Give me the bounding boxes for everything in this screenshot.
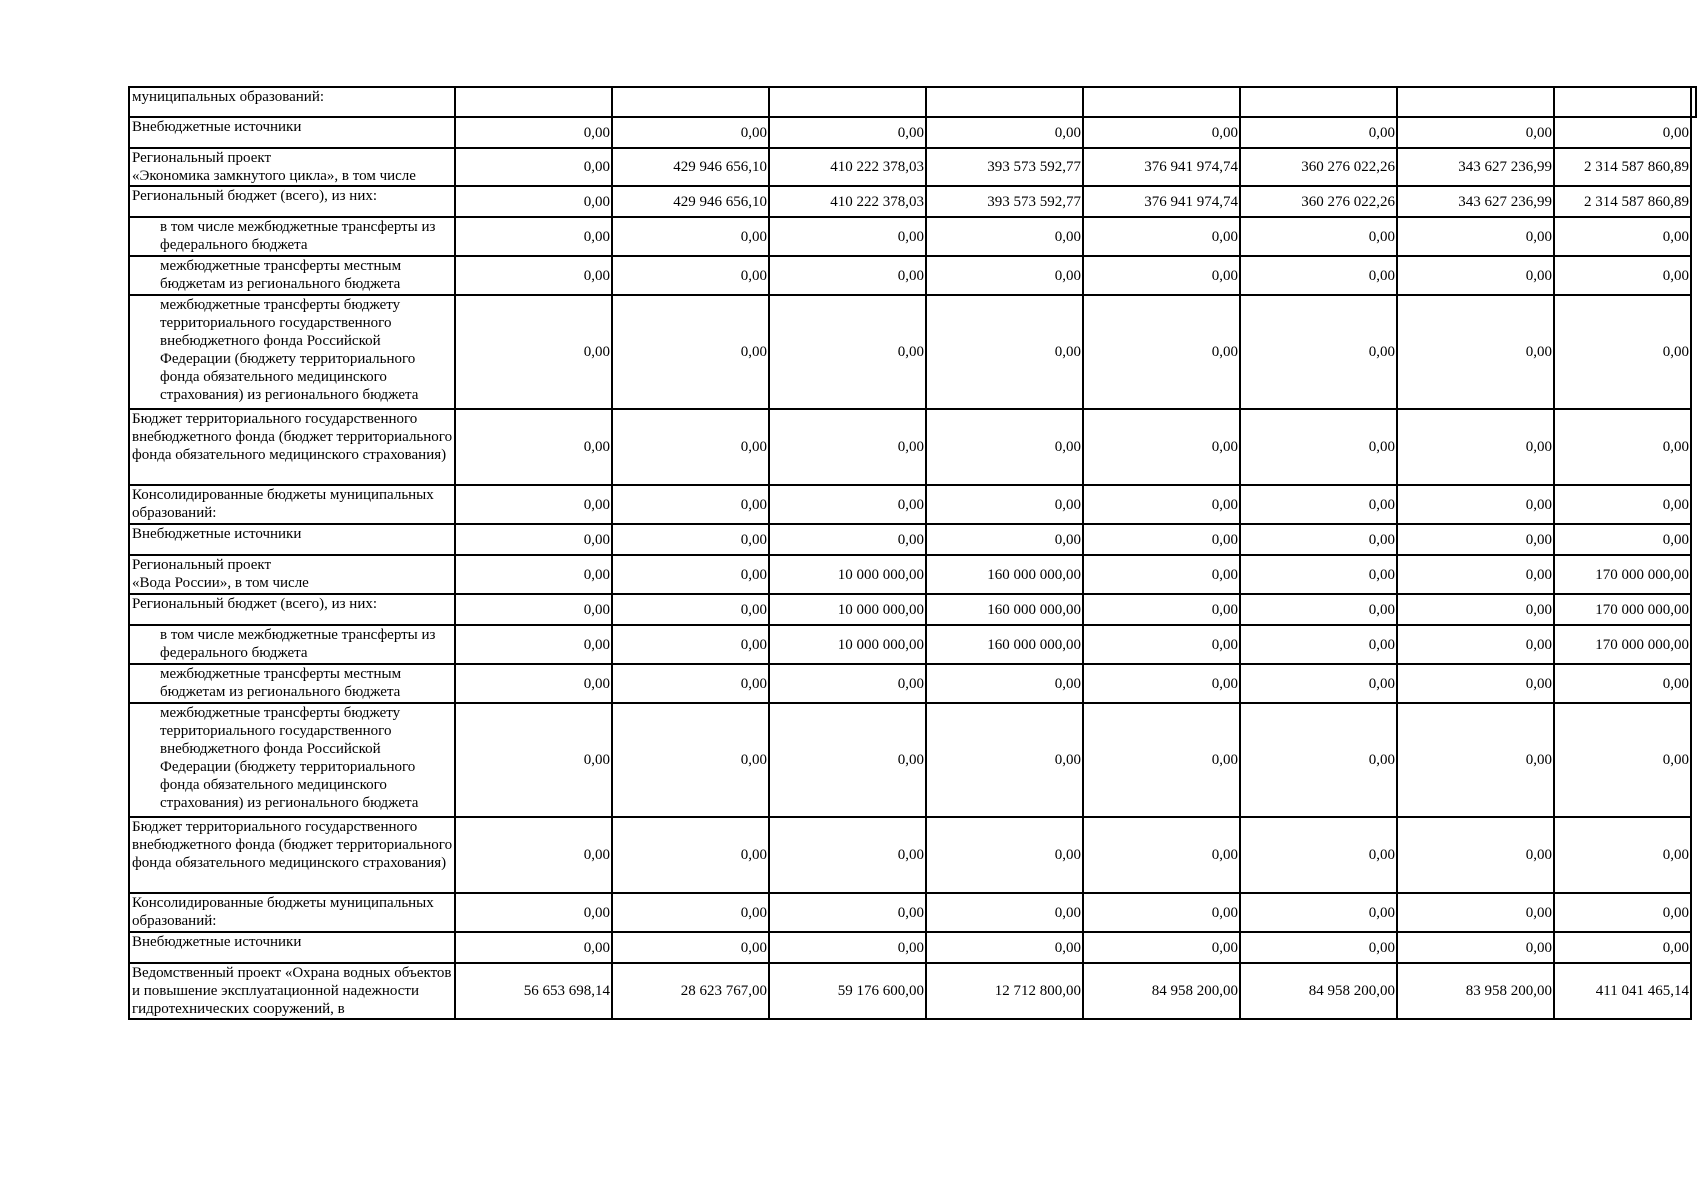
value-cell: 0,00: [1554, 295, 1691, 409]
value-cell: 0,00: [1083, 295, 1240, 409]
value-cell: 0,00: [455, 932, 612, 963]
table-row: [129, 893, 1696, 932]
table-row: [129, 594, 1696, 625]
table-row: [129, 817, 1696, 893]
value-cell: 28 623 767,00: [612, 963, 769, 1019]
value-cell: 0,00: [455, 703, 612, 817]
row-label: Внебюджетные источники: [129, 932, 455, 963]
value-cell: 84 958 200,00: [1240, 963, 1397, 1019]
row-label: Региональный проект «Вода России», в том числе: [129, 555, 455, 594]
table-row: [129, 555, 1696, 594]
value-cell: 0,00: [1240, 932, 1397, 963]
value-cell: 410 222 378,03: [769, 148, 926, 186]
value-cell: 0,00: [769, 524, 926, 555]
value-cell: 343 627 236,99: [1397, 148, 1554, 186]
row-label: муниципальных образований:: [129, 87, 455, 117]
value-cell: [926, 87, 1083, 117]
value-cell: 0,00: [926, 817, 1083, 893]
value-cell: 0,00: [455, 295, 612, 409]
value-cell: [1554, 87, 1691, 117]
value-cell: 0,00: [612, 703, 769, 817]
value-cell: 360 276 022,26: [1240, 148, 1397, 186]
value-cell: 0,00: [1240, 625, 1397, 664]
value-cell: 0,00: [1083, 817, 1240, 893]
value-cell: 0,00: [1554, 524, 1691, 555]
value-cell: 0,00: [1240, 524, 1397, 555]
value-cell: 10 000 000,00: [769, 594, 926, 625]
table-row: [129, 485, 1696, 524]
value-cell: 0,00: [1240, 117, 1397, 148]
value-cell: 0,00: [769, 217, 926, 256]
value-cell: 0,00: [455, 555, 612, 594]
table-row: [129, 664, 1696, 703]
value-cell: 170 000 000,00: [1554, 594, 1691, 625]
value-cell: 0,00: [1240, 703, 1397, 817]
value-cell: 0,00: [612, 555, 769, 594]
value-cell: [612, 87, 769, 117]
value-cell: 0,00: [612, 117, 769, 148]
table-row: [129, 963, 1696, 1019]
value-cell: 0,00: [926, 664, 1083, 703]
value-cell: 0,00: [1397, 893, 1554, 932]
value-cell: 160 000 000,00: [926, 625, 1083, 664]
value-cell: 0,00: [1083, 703, 1240, 817]
value-cell: 0,00: [455, 664, 612, 703]
value-cell: [769, 87, 926, 117]
value-cell: 0,00: [1554, 117, 1691, 148]
value-cell: 0,00: [455, 485, 612, 524]
value-cell: 0,00: [926, 932, 1083, 963]
value-cell: 0,00: [1554, 893, 1691, 932]
value-cell: 0,00: [455, 186, 612, 217]
value-cell: 0,00: [1083, 217, 1240, 256]
value-cell: 0,00: [1397, 664, 1554, 703]
table-row: [129, 148, 1696, 186]
value-cell: [1240, 87, 1397, 117]
value-cell: 0,00: [1240, 555, 1397, 594]
value-cell: 0,00: [1397, 409, 1554, 485]
value-cell: 0,00: [612, 295, 769, 409]
value-cell: 0,00: [1397, 256, 1554, 295]
table-row: [129, 217, 1696, 256]
value-cell: 0,00: [1554, 485, 1691, 524]
value-cell: [1083, 87, 1240, 117]
value-cell: 0,00: [612, 485, 769, 524]
value-cell: 0,00: [926, 485, 1083, 524]
value-cell: 0,00: [1083, 409, 1240, 485]
value-cell: 0,00: [455, 256, 612, 295]
value-cell: 0,00: [612, 524, 769, 555]
budget-table: [128, 86, 1697, 1020]
value-cell: 0,00: [1083, 625, 1240, 664]
value-cell: 0,00: [455, 148, 612, 186]
value-cell: 0,00: [769, 409, 926, 485]
row-label: Бюджет территориального государственного внебюджетного фонда (бюджет территориального фонда обязательного медицинского страхования): [129, 817, 455, 893]
row-label: Консолидированные бюджеты муниципальных образований:: [129, 485, 455, 524]
value-cell: 376 941 974,74: [1083, 148, 1240, 186]
value-cell: 0,00: [1240, 485, 1397, 524]
value-cell: [455, 87, 612, 117]
value-cell: 56 653 698,14: [455, 963, 612, 1019]
value-cell: 10 000 000,00: [769, 625, 926, 664]
value-cell: 0,00: [1240, 409, 1397, 485]
row-label: в том числе межбюджетные трансферты из федерального бюджета: [129, 625, 455, 664]
value-cell: [1691, 87, 1696, 117]
value-cell: 0,00: [455, 117, 612, 148]
value-cell: 0,00: [1554, 817, 1691, 893]
value-cell: 0,00: [1083, 893, 1240, 932]
value-cell: 0,00: [769, 817, 926, 893]
row-label: Внебюджетные источники: [129, 524, 455, 555]
value-cell: 0,00: [1397, 817, 1554, 893]
value-cell: 0,00: [612, 594, 769, 625]
value-cell: 160 000 000,00: [926, 594, 1083, 625]
value-cell: 0,00: [612, 625, 769, 664]
row-label: Бюджет территориального государственного внебюджетного фонда (бюджет территориального фонда обязательного медицинского страхования): [129, 409, 455, 485]
row-label: Консолидированные бюджеты муниципальных образований:: [129, 893, 455, 932]
value-cell: 0,00: [1554, 409, 1691, 485]
value-cell: 0,00: [1397, 117, 1554, 148]
value-cell: 0,00: [612, 217, 769, 256]
row-label: межбюджетные трансферты местным бюджетам из регионального бюджета: [129, 256, 455, 295]
value-cell: 0,00: [612, 664, 769, 703]
value-cell: 0,00: [612, 893, 769, 932]
value-cell: 0,00: [612, 409, 769, 485]
value-cell: 0,00: [1397, 932, 1554, 963]
value-cell: 376 941 974,74: [1083, 186, 1240, 217]
row-label: Региональный бюджет (всего), из них:: [129, 594, 455, 625]
value-cell: 0,00: [455, 409, 612, 485]
value-cell: 429 946 656,10: [612, 148, 769, 186]
table-body: [129, 87, 1696, 1019]
value-cell: 59 176 600,00: [769, 963, 926, 1019]
value-cell: 0,00: [769, 117, 926, 148]
row-label: межбюджетные трансферты местным бюджетам из регионального бюджета: [129, 664, 455, 703]
value-cell: 0,00: [769, 893, 926, 932]
value-cell: 0,00: [926, 295, 1083, 409]
value-cell: 0,00: [1240, 594, 1397, 625]
value-cell: 0,00: [1240, 295, 1397, 409]
table-row: [129, 932, 1696, 963]
value-cell: 0,00: [455, 625, 612, 664]
table-row: [129, 87, 1696, 117]
value-cell: 0,00: [1554, 256, 1691, 295]
value-cell: 0,00: [612, 256, 769, 295]
value-cell: 0,00: [1083, 555, 1240, 594]
value-cell: 0,00: [1083, 524, 1240, 555]
table-row: [129, 409, 1696, 485]
value-cell: 170 000 000,00: [1554, 625, 1691, 664]
value-cell: 0,00: [1240, 217, 1397, 256]
value-cell: 393 573 592,77: [926, 186, 1083, 217]
value-cell: 0,00: [1240, 256, 1397, 295]
table-row: [129, 703, 1696, 817]
value-cell: 0,00: [1397, 524, 1554, 555]
value-cell: 0,00: [1240, 664, 1397, 703]
value-cell: 2 314 587 860,89: [1554, 148, 1691, 186]
table-row: [129, 295, 1696, 409]
value-cell: 0,00: [926, 409, 1083, 485]
value-cell: 0,00: [1397, 217, 1554, 256]
value-cell: 83 958 200,00: [1397, 963, 1554, 1019]
value-cell: 10 000 000,00: [769, 555, 926, 594]
value-cell: 12 712 800,00: [926, 963, 1083, 1019]
row-label: Ведомственный проект «Охрана водных объектов и повышение эксплуатационной надежности гидротехнических сооружений, в: [129, 963, 455, 1019]
value-cell: 0,00: [769, 703, 926, 817]
value-cell: 0,00: [769, 485, 926, 524]
value-cell: 0,00: [1554, 932, 1691, 963]
value-cell: 0,00: [1240, 893, 1397, 932]
value-cell: 0,00: [455, 217, 612, 256]
value-cell: 0,00: [926, 893, 1083, 932]
value-cell: 0,00: [769, 256, 926, 295]
value-cell: 343 627 236,99: [1397, 186, 1554, 217]
value-cell: [1397, 87, 1554, 117]
value-cell: 0,00: [926, 703, 1083, 817]
value-cell: 0,00: [455, 524, 612, 555]
value-cell: 160 000 000,00: [926, 555, 1083, 594]
value-cell: 0,00: [1083, 117, 1240, 148]
table-row: [129, 186, 1696, 217]
value-cell: 0,00: [1083, 256, 1240, 295]
value-cell: 429 946 656,10: [612, 186, 769, 217]
value-cell: 0,00: [926, 524, 1083, 555]
value-cell: 0,00: [1397, 625, 1554, 664]
value-cell: 0,00: [612, 817, 769, 893]
value-cell: 84 958 200,00: [1083, 963, 1240, 1019]
value-cell: 0,00: [1397, 703, 1554, 817]
value-cell: 360 276 022,26: [1240, 186, 1397, 217]
value-cell: 0,00: [455, 594, 612, 625]
value-cell: 0,00: [769, 664, 926, 703]
value-cell: 411 041 465,14: [1554, 963, 1691, 1019]
value-cell: 0,00: [1397, 295, 1554, 409]
row-label: межбюджетные трансферты бюджету территориального государственного внебюджетного фонда Российской Федерации (бюджету территориального фонда обязательного медицинского страхования) из регионального бюджета: [129, 703, 455, 817]
value-cell: 0,00: [1083, 485, 1240, 524]
value-cell: 170 000 000,00: [1554, 555, 1691, 594]
row-label: Внебюджетные источники: [129, 117, 455, 148]
table-row: [129, 256, 1696, 295]
row-label: в том числе межбюджетные трансферты из федерального бюджета: [129, 217, 455, 256]
value-cell: 0,00: [1554, 217, 1691, 256]
row-label: Региональный бюджет (всего), из них:: [129, 186, 455, 217]
value-cell: 0,00: [926, 256, 1083, 295]
value-cell: 0,00: [926, 217, 1083, 256]
value-cell: 0,00: [1083, 932, 1240, 963]
value-cell: 410 222 378,03: [769, 186, 926, 217]
value-cell: 0,00: [1397, 485, 1554, 524]
row-label: Региональный проект «Экономика замкнутого цикла», в том числе: [129, 148, 455, 186]
table-row: [129, 625, 1696, 664]
value-cell: 0,00: [769, 295, 926, 409]
value-cell: 0,00: [926, 117, 1083, 148]
value-cell: 0,00: [1083, 664, 1240, 703]
table-row: [129, 117, 1696, 148]
value-cell: 0,00: [455, 817, 612, 893]
value-cell: 0,00: [1397, 594, 1554, 625]
value-cell: 0,00: [455, 893, 612, 932]
value-cell: 0,00: [1554, 703, 1691, 817]
table-row: [129, 524, 1696, 555]
value-cell: 0,00: [769, 932, 926, 963]
value-cell: 0,00: [1554, 664, 1691, 703]
value-cell: 0,00: [1083, 594, 1240, 625]
value-cell: 2 314 587 860,89: [1554, 186, 1691, 217]
value-cell: 0,00: [1240, 817, 1397, 893]
value-cell: 0,00: [612, 932, 769, 963]
value-cell: 393 573 592,77: [926, 148, 1083, 186]
value-cell: 0,00: [1397, 555, 1554, 594]
row-label: межбюджетные трансферты бюджету территориального государственного внебюджетного фонда Российской Федерации (бюджету территориального фонда обязательного медицинского страхования) из регионального бюджета: [129, 295, 455, 409]
